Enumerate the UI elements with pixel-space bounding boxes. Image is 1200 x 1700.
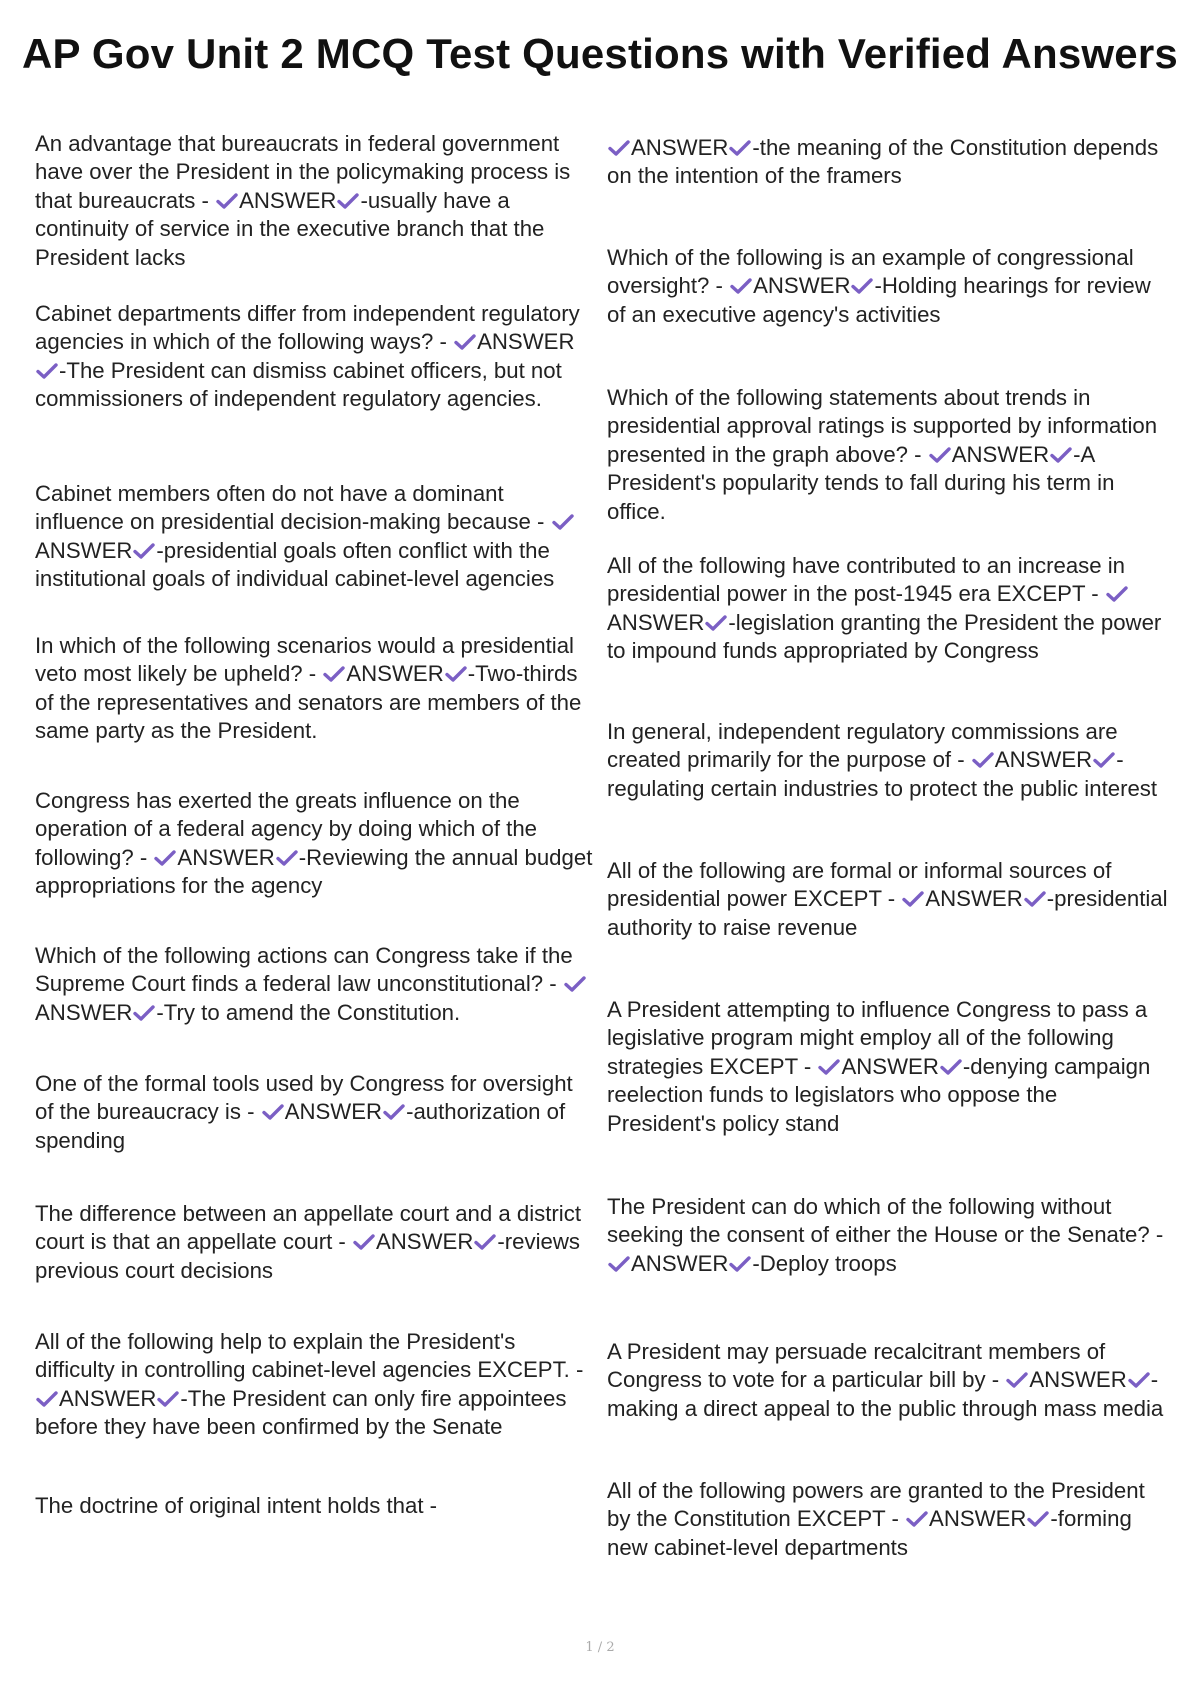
question-text: All of the following have contributed to an increase in presidential power in the post-1945 era EXCEPT - — [607, 553, 1126, 607]
answer-label: ANSWER — [841, 1053, 939, 1079]
check-icon — [133, 1004, 155, 1022]
qa-item — [35, 1328, 595, 1442]
check-icon — [383, 1103, 405, 1121]
answer-text: -making a direct appeal to the public through mass media — [607, 1367, 1164, 1421]
check-icon — [262, 1103, 284, 1121]
answer-label: ANSWER — [477, 329, 575, 355]
qa-item — [35, 942, 595, 1027]
question-text: Cabinet departments differ from independent regulatory agencies in which of the following ways? - — [35, 301, 580, 355]
answer-text: -Try to amend the Constitution. — [156, 999, 461, 1025]
question-text: Which of the following is an example of congressional oversight? - — [607, 245, 1134, 299]
check-icon — [902, 890, 924, 908]
qa-item — [35, 632, 595, 746]
qa-item — [607, 718, 1172, 803]
check-icon — [1027, 1510, 1049, 1528]
question-text: Congress has exerted the greats influence on the operation of a federal agency by doing which of the following? - — [35, 788, 538, 870]
question-text: The doctrine of original intent holds that - — [35, 1493, 438, 1518]
answer-label: ANSWER — [631, 1250, 729, 1276]
answer-label: ANSWER — [925, 886, 1023, 912]
question-text: An advantage that bureaucrats in federal government have over the President in the policymaking process is that bureaucrats - — [35, 131, 571, 213]
check-icon — [133, 542, 155, 560]
answer-text: -The President can dismiss cabinet officers, but not commissioners of independent regulatory agencies. — [35, 357, 562, 412]
question-text: A President attempting to influence Congress to pass a legislative program might employ all of the following strategies EXCEPT - — [607, 997, 1148, 1079]
check-icon — [730, 277, 752, 295]
qa-item — [607, 1477, 1172, 1562]
answer-text: -authorization of spending — [35, 1099, 566, 1153]
answer-text: -A President's popularity tends to fall during his term in office. — [607, 441, 1115, 524]
answer-label: ANSWER — [239, 187, 337, 213]
answer-label: ANSWER — [35, 537, 133, 563]
check-icon — [972, 751, 994, 769]
question-text: Which of the following actions can Congress take if the Supreme Court finds a federal law unconstitutional? - — [35, 943, 573, 997]
qa-item — [607, 244, 1172, 329]
check-icon — [474, 1233, 496, 1251]
page-number: 1 / 2 — [585, 1640, 615, 1655]
answer-text: -presidential goals often conflict with the institutional goals of individual cabinet-level agencies — [35, 537, 555, 592]
check-icon — [337, 192, 359, 210]
answer-label: ANSWER — [35, 999, 133, 1025]
document-title: AP Gov Unit 2 MCQ Test Questions with Verified Answers — [22, 30, 1178, 77]
qa-item — [607, 996, 1172, 1138]
qa-item — [35, 130, 595, 272]
check-icon — [445, 665, 467, 683]
answer-label: ANSWER — [994, 747, 1093, 773]
check-icon — [940, 1058, 962, 1076]
qa-item — [35, 1492, 595, 1520]
question-text: In which of the following scenarios would a presidential veto most likely be upheld? - — [35, 633, 574, 687]
qa-item — [35, 480, 595, 594]
qa-item — [607, 1193, 1172, 1278]
answer-text: -the meaning of the Constitution depends on the intention of the framers — [607, 135, 1159, 189]
check-icon — [1093, 751, 1115, 769]
check-icon — [1106, 585, 1128, 603]
qa-item — [35, 1070, 595, 1155]
answer-text: -regulating certain industries to protect the public interest — [607, 747, 1158, 801]
answer-label: ANSWER — [177, 844, 275, 870]
answer-label: ANSWER — [631, 135, 729, 160]
check-icon — [608, 1255, 630, 1273]
question-text: Which of the following statements about trends in presidential approval ratings is supported by information presented in the graph above? - — [607, 385, 1158, 467]
answer-text: -The President can only fire appointees before they have been confirmed by the Senate — [35, 1385, 567, 1440]
check-icon — [36, 1390, 58, 1408]
qa-item — [35, 787, 595, 901]
qa-item — [607, 384, 1172, 526]
answer-text: -Reviewing the annual budget appropriations for the agency — [35, 844, 593, 899]
question-text: In general, independent regulatory commissions are created primarily for the purpose of - — [607, 719, 1118, 773]
check-icon — [729, 139, 751, 157]
question-text: One of the formal tools used by Congress for oversight of the bureaucracy is - — [35, 1071, 573, 1125]
qa-item — [607, 552, 1172, 666]
answer-label: ANSWER — [753, 273, 851, 299]
answer-text: -legislation granting the President the power to impound funds appropriated by Congress — [607, 609, 1162, 664]
answer-label: ANSWER — [607, 609, 705, 635]
check-icon — [929, 446, 951, 464]
check-icon — [608, 139, 630, 157]
check-icon — [705, 614, 727, 632]
qa-item — [607, 1338, 1172, 1423]
check-icon — [154, 849, 176, 867]
check-icon — [157, 1390, 179, 1408]
qa-item — [35, 1200, 595, 1285]
question-text: A President may persuade recalcitrant members of Congress to vote for a particular bill by - — [607, 1339, 1106, 1393]
check-icon — [1024, 890, 1046, 908]
answer-label: ANSWER — [59, 1385, 157, 1411]
question-text: The President can do which of the following without seeking the consent of either the House or the Senate? - — [607, 1194, 1164, 1248]
qa-item — [607, 857, 1172, 942]
check-icon — [276, 849, 298, 867]
qa-item — [35, 300, 595, 414]
check-icon — [454, 333, 476, 351]
check-icon — [36, 362, 58, 380]
check-icon — [851, 277, 873, 295]
check-icon — [906, 1510, 928, 1528]
check-icon — [729, 1255, 751, 1273]
check-icon — [1128, 1371, 1150, 1389]
answer-text: -denying campaign reelection funds to legislators who oppose the President's policy stand — [607, 1053, 1151, 1136]
question-text: All of the following help to explain the President's difficulty in controlling cabinet-level agencies EXCEPT. - — [35, 1329, 584, 1383]
question-text: The difference between an appellate court and a district court is that an appellate court - — [35, 1201, 581, 1255]
check-icon — [552, 513, 574, 531]
check-icon — [1006, 1371, 1028, 1389]
qa-item — [607, 134, 1172, 191]
answer-text: -Two-thirds of the representatives and senators are members of the same party as the President. — [35, 661, 582, 744]
check-icon — [564, 975, 586, 993]
answer-label: ANSWER — [375, 1229, 474, 1255]
answer-label: ANSWER — [1029, 1367, 1127, 1393]
check-icon — [216, 192, 238, 210]
answer-label: ANSWER — [284, 1099, 383, 1125]
check-icon — [1050, 446, 1072, 464]
answer-text: -presidential authority to raise revenue — [607, 886, 1168, 940]
answer-text: -Deploy troops — [752, 1250, 897, 1276]
answer-text: -Holding hearings for review of an executive agency's activities — [607, 273, 1151, 327]
check-icon — [353, 1233, 375, 1251]
answer-label: ANSWER — [951, 441, 1050, 467]
answer-label: ANSWER — [929, 1506, 1027, 1532]
answer-label: ANSWER — [346, 661, 444, 687]
question-text: Cabinet members often do not have a dominant influence on presidential decision-making because - — [35, 481, 551, 535]
answer-text: -usually have a continuity of service in the executive branch that the President lacks — [35, 187, 545, 270]
check-icon — [323, 665, 345, 683]
question-text: All of the following are formal or informal sources of presidential power EXCEPT - — [607, 858, 1112, 912]
answer-text: -reviews previous court decisions — [35, 1229, 580, 1283]
check-icon — [818, 1058, 840, 1076]
question-text: All of the following powers are granted to the President by the Constitution EXCEPT - — [607, 1478, 1145, 1532]
answer-text: -forming new cabinet-level departments — [607, 1506, 1132, 1560]
